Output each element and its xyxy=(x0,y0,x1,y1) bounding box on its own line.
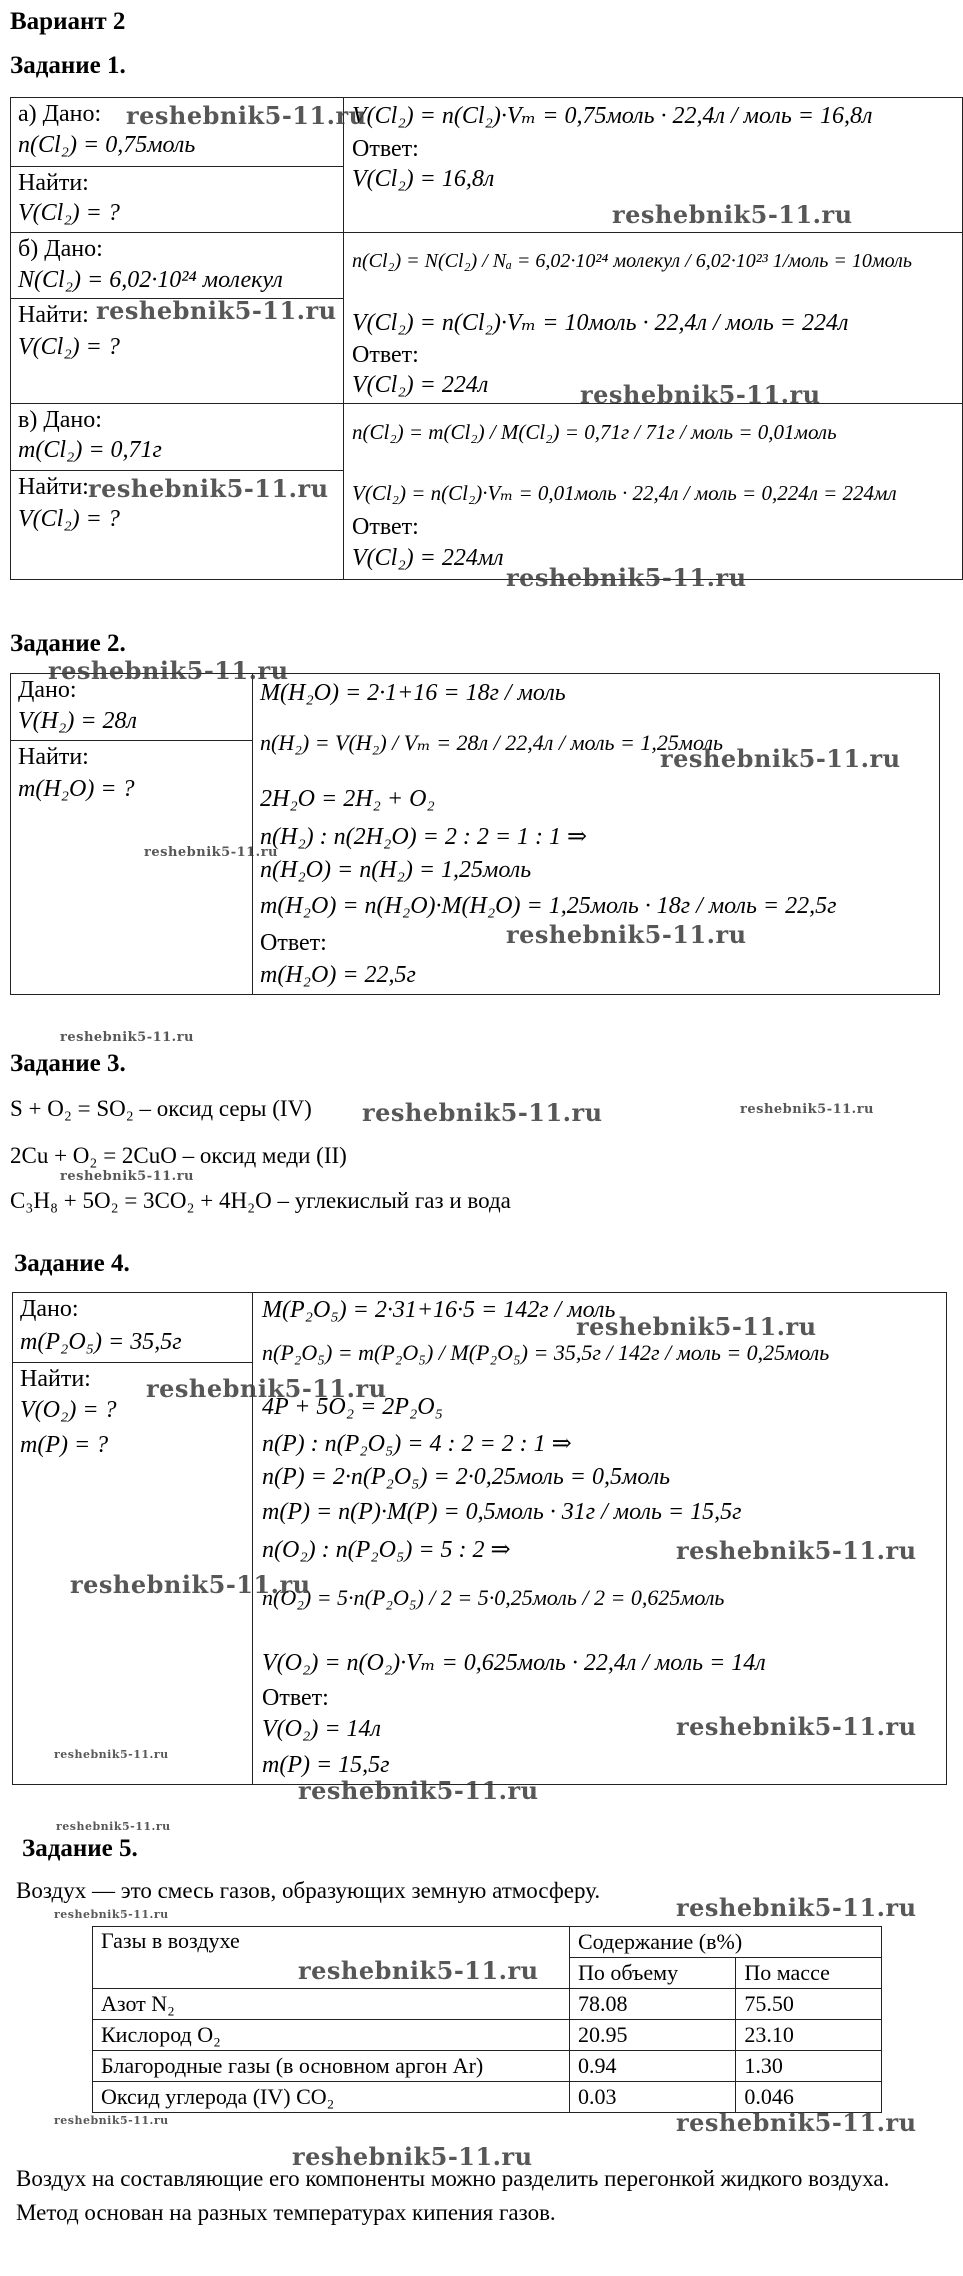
task1c-find: V(Cl₂) = ? xyxy=(18,506,120,532)
watermark: reshebnik5-11.ru xyxy=(54,2114,169,2127)
cell-gas: Азот N₂ xyxy=(93,1989,570,2020)
watermark: reshebnik5-11.ru xyxy=(660,744,901,773)
task1a-find-label: Найти: xyxy=(18,170,89,196)
watermark: reshebnik5-11.ru xyxy=(298,1956,539,1985)
header-volume: По объему xyxy=(570,1958,736,1989)
task2-sol-3: n(H₂) : n(2H₂O) = 2 : 2 = 1 : 1 ⇒ xyxy=(260,824,588,850)
watermark: reshebnik5-11.ru xyxy=(48,656,289,685)
header-gas: Газы в воздухе xyxy=(93,1927,570,1989)
table-row xyxy=(93,1927,882,1958)
watermark: reshebnik5-11.ru xyxy=(740,1102,875,1117)
task2-find-label: Найти: xyxy=(18,744,89,770)
watermark: reshebnik5-11.ru xyxy=(676,1536,917,1565)
task3-line-1: 2Cu + O₂ = 2CuO – оксид меди (II) xyxy=(10,1143,347,1168)
task4-sol-5: m(P) = n(P)·M(P) = 0,5моль · 31г / моль = 15,5г xyxy=(262,1499,742,1525)
watermark: reshebnik5-11.ru xyxy=(70,1570,311,1599)
watermark: reshebnik5-11.ru xyxy=(60,1169,195,1184)
task2-sol-7: m(H₂O) = 22,5г xyxy=(260,962,416,988)
watermark: reshebnik5-11.ru xyxy=(54,1908,169,1921)
task3-heading: Задание 3. xyxy=(10,1050,126,1077)
watermark: reshebnik5-11.ru xyxy=(126,101,367,130)
watermark: reshebnik5-11.ru xyxy=(676,2108,917,2137)
task4-find-label: Найти: xyxy=(20,1366,91,1392)
task1-heading: Задание 1. xyxy=(10,52,126,79)
task1c-find-label: Найти: xyxy=(18,474,89,500)
task4-sol-4: n(P) = 2·n(P₂O₅) = 2·0,25моль = 0,5моль xyxy=(262,1464,671,1490)
header-mass: По массе xyxy=(736,1958,882,1989)
task4-sol-9: Ответ: xyxy=(262,1685,329,1711)
task1c-sol-1: V(Cl₂) = n(Cl₂)·Vₘ = 0,01моль · 22,4л / моль = 0,224л = 224мл xyxy=(352,481,897,505)
task2-given: V(H₂) = 28л xyxy=(18,708,137,734)
task4-given: m(P₂O₅) = 35,5г xyxy=(20,1329,182,1355)
watermark: reshebnik5-11.ru xyxy=(298,1776,539,1805)
cell-volume: 20.95 xyxy=(570,2020,736,2051)
task1b-find: V(Cl₂) = ? xyxy=(18,334,120,360)
task3-line-0: S + O₂ = SO₂ – оксид серы (IV) xyxy=(10,1096,312,1121)
task1a-given: n(Cl₂) = 0,75моль xyxy=(18,132,196,158)
watermark: reshebnik5-11.ru xyxy=(576,1312,817,1341)
cell-volume: 78.08 xyxy=(570,1989,736,2020)
table-row xyxy=(93,2051,882,2082)
task3-line-2: C₃H₈ + 5O₂ = 3CO₂ + 4H₂O – углекислый газ и вода xyxy=(10,1188,511,1213)
task4-find-0: V(O₂) = ? xyxy=(20,1397,117,1423)
watermark: reshebnik5-11.ru xyxy=(362,1098,603,1127)
task1b-sol-2: Ответ: xyxy=(352,342,419,368)
task5-intro: Воздух — это смесь газов, образующих земную атмосферу. xyxy=(16,1878,601,1903)
watermark: reshebnik5-11.ru xyxy=(88,474,329,503)
task4-sol-11: m(P) = 15,5г xyxy=(262,1752,390,1778)
cell-volume: 0.94 xyxy=(570,2051,736,2082)
watermark: reshebnik5-11.ru xyxy=(146,1374,387,1403)
watermark: reshebnik5-11.ru xyxy=(54,1748,169,1761)
watermark: reshebnik5-11.ru xyxy=(580,380,821,409)
task4-find-1: m(P) = ? xyxy=(20,1432,109,1458)
watermark: reshebnik5-11.ru xyxy=(676,1712,917,1741)
watermark: reshebnik5-11.ru xyxy=(612,200,853,229)
task4-heading: Задание 4. xyxy=(14,1250,130,1277)
air-composition-table xyxy=(92,1926,882,2113)
task5-outro: Воздух на составляющие его компоненты можно разделить перегонкой жидкого воздуха. Метод основан на разных температурах кипения газов. xyxy=(16,2166,890,2225)
cell-gas: Благородные газы (в основном аргон Ar) xyxy=(93,2051,570,2082)
task4-sol-8: V(O₂) = n(O₂)·Vₘ = 0,625моль · 22,4л / моль = 14л xyxy=(262,1650,766,1676)
watermark: reshebnik5-11.ru xyxy=(56,1820,171,1833)
watermark: reshebnik5-11.ru xyxy=(292,2142,533,2171)
task1a-find: V(Cl₂) = ? xyxy=(18,200,120,226)
watermark: reshebnik5-11.ru xyxy=(60,1030,195,1045)
task4-sol-0: M(P₂O₅) = 2·31+16·5 = 142г / моль xyxy=(262,1297,616,1323)
task2-sol-2: 2H₂O = 2H₂ + O₂ xyxy=(260,786,435,812)
task2-find: m(H₂O) = ? xyxy=(18,776,135,802)
task4-sol-6: n(O₂) : n(P₂O₅) = 5 : 2 ⇒ xyxy=(262,1537,511,1563)
task1c-sol-0: n(Cl₂) = m(Cl₂) / M(Cl₂) = 0,71г / 71г / моль = 0,01моль xyxy=(352,420,837,444)
cell-mass: 75.50 xyxy=(736,1989,882,2020)
cell-mass: 23.10 xyxy=(736,2020,882,2051)
task4-sol-2: 4P + 5O₂ = 2P₂O₅ xyxy=(262,1394,443,1420)
task2-sol-5: m(H₂O) = n(H₂O)·M(H₂O) = 1,25моль · 18г / моль = 22,5г xyxy=(260,893,837,919)
task2-sol-6: Ответ: xyxy=(260,930,327,956)
cell-mass: 1.30 xyxy=(736,2051,882,2082)
task1b-sol-1: V(Cl₂) = n(Cl₂)·Vₘ = 10моль · 22,4л / моль = 224л xyxy=(352,310,849,336)
task4-sol-7: n(O₂) = 5·n(P₂O₅) / 2 = 5·0,25моль / 2 = 0,625моль xyxy=(262,1585,725,1610)
task4-sol-1: n(P₂O₅) = m(P₂O₅) / M(P₂O₅) = 35,5г / 142г / моль = 0,25моль xyxy=(262,1340,830,1365)
task4-sol-3: n(P) : n(P₂O₅) = 4 : 2 = 2 : 1 ⇒ xyxy=(262,1431,572,1457)
task1c-given-label: в) Дано: xyxy=(18,407,102,433)
task1b-sol-3: V(Cl₂) = 224л xyxy=(352,372,489,398)
watermark: reshebnik5-11.ru xyxy=(96,296,337,325)
cell-gas: Кислород O₂ xyxy=(93,2020,570,2051)
task4-sol-10: V(O₂) = 14л xyxy=(262,1716,381,1742)
variant-title: Вариант 2 xyxy=(10,8,126,35)
watermark: reshebnik5-11.ru xyxy=(506,563,747,592)
task2-given-label: Дано: xyxy=(18,677,77,703)
task2-sol-1: n(H₂) = V(H₂) / Vₘ = 28л / 22,4л / моль = 1,25моль xyxy=(260,730,723,755)
task1c-sol-2: Ответ: xyxy=(352,514,419,540)
watermark: reshebnik5-11.ru xyxy=(506,920,747,949)
table-row xyxy=(93,2020,882,2051)
task2-heading: Задание 2. xyxy=(10,630,126,657)
watermark: reshebnik5-11.ru xyxy=(676,1893,917,1922)
task1b-sol-0: n(Cl₂) = N(Cl₂) / Nₐ = 6,02·10²⁴ молекул / 6,02·10²³ 1/моль = 10моль xyxy=(352,250,912,272)
task1a-given-label: а) Дано: xyxy=(18,101,102,127)
task1b-given-label: б) Дано: xyxy=(18,236,103,262)
task4-given-label: Дано: xyxy=(20,1296,79,1322)
cell-volume: 0.03 xyxy=(570,2082,736,2113)
task1a-sol-2: V(Cl₂) = 16,8л xyxy=(352,166,495,192)
task1b-given: N(Cl₂) = 6,02·10²⁴ молекул xyxy=(18,267,283,293)
task1a-sol-1: Ответ: xyxy=(352,136,419,162)
header-content: Содержание (в%) xyxy=(570,1927,882,1958)
task5-heading: Задание 5. xyxy=(22,1835,138,1862)
task1c-sol-3: V(Cl₂) = 224мл xyxy=(352,545,504,571)
task2-sol-4: n(H₂O) = n(H₂) = 1,25моль xyxy=(260,857,532,883)
table-row xyxy=(93,1989,882,2020)
task1a-sol-0: V(Cl₂) = n(Cl₂)·Vₘ = 0,75моль · 22,4л / моль = 16,8л xyxy=(352,103,873,129)
cell-mass: 0.046 xyxy=(736,2082,882,2113)
task1b-find-label: Найти: xyxy=(18,302,89,328)
task2-sol-0: M(H₂O) = 2·1+16 = 18г / моль xyxy=(260,680,566,706)
watermark: reshebnik5-11.ru xyxy=(144,845,279,860)
cell-gas: Оксид углерода (IV) CO₂ xyxy=(93,2082,570,2113)
task1c-given: m(Cl₂) = 0,71г xyxy=(18,437,162,463)
